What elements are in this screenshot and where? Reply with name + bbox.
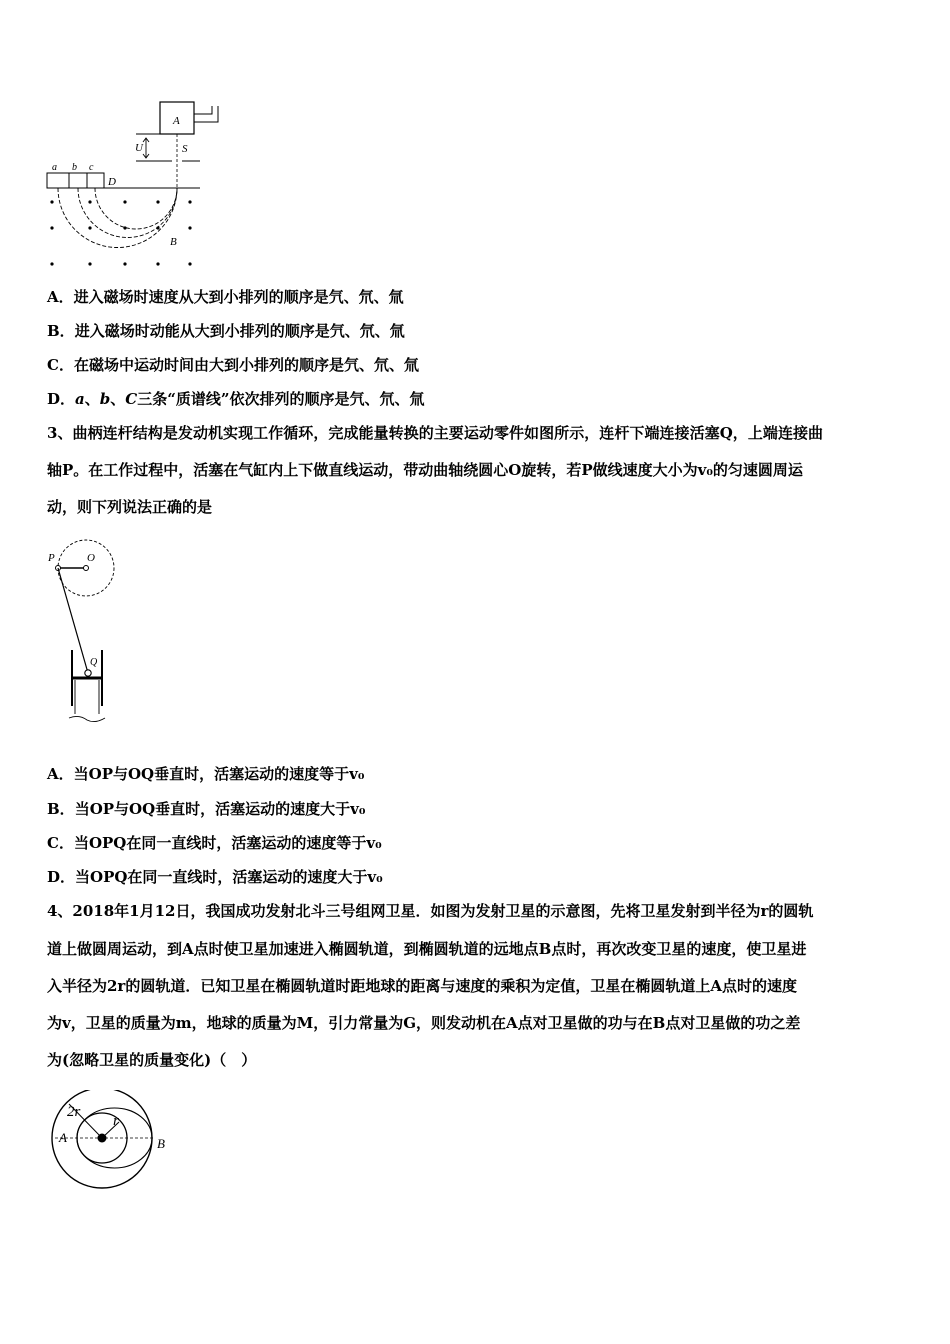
film-c (87, 173, 104, 188)
q3-option-a (47, 765, 364, 783)
label-a-box: A (173, 115, 180, 127)
q4-stem-line-1: 4、2018年1月12日，我国成功发射北斗三号组网卫星．如图为发射卫星的示意图，先将卫星发射到半径为r的圆轨 (47, 902, 814, 920)
label-b: B (157, 1136, 165, 1151)
label-field-b: B (170, 236, 177, 248)
orbit-figure (45, 1090, 175, 1190)
option-var-a: a (75, 390, 85, 408)
option-label: B． (47, 322, 75, 340)
q3-stem-line-1: 3、曲柄连杆结构是发动机实现工作循环，完成能量转换的主要运动零件如图所示，连杆下端连接活塞Q，上端连接曲 (47, 424, 824, 442)
q2-option-d (47, 390, 425, 408)
q3-stem-line-3: 动，则下列说法正确的是 (47, 498, 213, 516)
option-label: A． (47, 288, 74, 306)
q4-stem-line-3: 入半径为2r的圆轨道．已知卫星在椭圆轨道时距地球的距离与速度的乘积为定值，卫星在椭圆轨道上A点时的速度 (47, 977, 797, 995)
q3-stem-line-2: 轴P。在工作过程中，活塞在气缸内上下做直线运动，带动曲轴绕圆心O旋转，若P做线速度大小为v₀的匀速圆周运 (47, 461, 803, 479)
option-label: B． (47, 800, 75, 818)
label-u: U (135, 142, 143, 154)
option-label: D． (47, 390, 76, 408)
option-var-b: b (99, 390, 111, 408)
label-r: r (113, 1113, 119, 1129)
option-text: 进入磁场时速度从大到小排列的顺序是氕、氘、氚 (73, 288, 404, 306)
q4-stem-line-5: 为(忽略卫星的质量变化)（ ） (47, 1051, 257, 1069)
q3-option-d (47, 868, 383, 886)
q2-option-c (47, 356, 419, 374)
earth (98, 1134, 107, 1143)
option-var-c: C (125, 390, 138, 408)
piston-pin (85, 670, 91, 676)
option-sep: 、 (84, 390, 100, 408)
option-label: C． (47, 356, 74, 374)
trajectory-a (58, 188, 177, 248)
option-label: C． (47, 834, 74, 852)
label-b: b (72, 162, 77, 173)
trajectory-c (95, 188, 177, 229)
film-a (47, 173, 69, 188)
option-text: 三条“质谱线”依次排列的顺序是氕、氘、氚 (137, 390, 425, 408)
label-p: P (48, 552, 55, 564)
q4-stem-line-4: 为v，卫星的质量为m，地球的质量为M，引力常量为G，则发动机在A点对卫星做的功与在B点对卫星做的功之差 (47, 1014, 801, 1032)
q3-option-c (47, 834, 382, 852)
option-sep: 、 (110, 390, 126, 408)
option-text: 当OP与OQ垂直时，活塞运动的速度等于v₀ (73, 765, 365, 783)
q3-option-b (47, 800, 365, 818)
option-text: 当OP与OQ垂直时，活塞运动的速度大于v₀ (74, 800, 366, 818)
option-text: 在磁场中运动时间由大到小排列的顺序是氕、氘、氚 (73, 356, 419, 374)
label-a: a (52, 162, 57, 173)
option-text: 当OPQ在同一直线时，活塞运动的速度大于v₀ (75, 868, 383, 886)
crank-rod-figure (42, 538, 132, 728)
q2-option-b (47, 322, 405, 340)
option-label: A． (47, 765, 74, 783)
option-label: D． (47, 868, 76, 886)
label-d: D (108, 176, 116, 188)
label-o: O (87, 552, 95, 564)
mass-spectrometer-figure (40, 98, 225, 273)
label-q: Q (90, 657, 98, 668)
label-a: A (59, 1130, 67, 1145)
label-2r: 2r (67, 1104, 81, 1120)
film-b (69, 173, 87, 188)
q4-stem-line-2: 道上做圆周运动，到A点时使卫星加速进入椭圆轨道，到椭圆轨道的远地点B点时，再次改变卫星的速度，使卫星进 (47, 940, 807, 958)
label-c: c (89, 162, 94, 173)
label-s: S (182, 143, 188, 155)
trajectory-b (78, 188, 177, 238)
option-text: 当OPQ在同一直线时，活塞运动的速度等于v₀ (73, 834, 382, 852)
q2-option-a (47, 288, 404, 306)
option-text: 进入磁场时动能从大到小排列的顺序是氕、氘、氚 (74, 322, 405, 340)
